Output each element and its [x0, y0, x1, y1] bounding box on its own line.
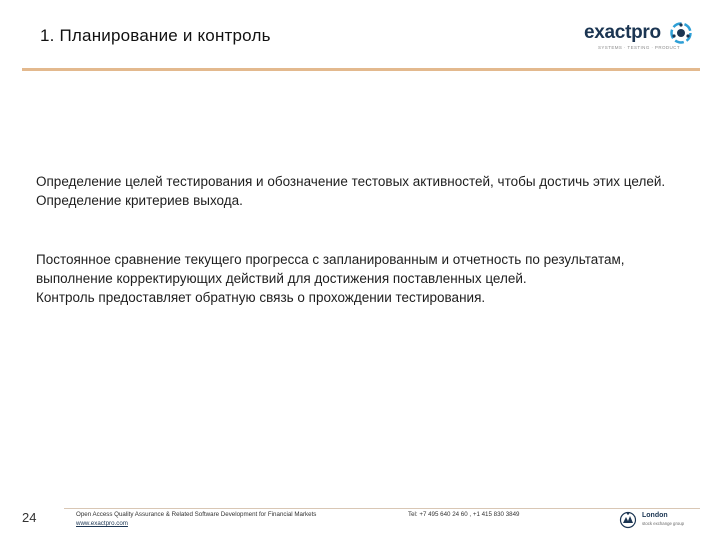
footer-website-link[interactable]: www.exactpro.com — [76, 520, 128, 527]
exactpro-logo-icon — [670, 22, 692, 44]
footer-phones: Tel: +7 495 640 24 60 , +1 415 830 3849 — [408, 511, 520, 518]
logo-tagline: SYSTEMS · TESTING · PRODUCT — [598, 45, 680, 50]
partner-logo-text — [642, 512, 684, 528]
paragraph-goals: Определение целей тестирования и обозначение тестовых активностей, чтобы достичь этих целей. Определение критериев выхода. — [36, 174, 666, 208]
slide-title: 1. Планирование и контроль — [40, 26, 271, 45]
footer-company-line: Open Access Quality Assurance & Related Software Development for Financial Markets — [76, 511, 317, 518]
lse-group-icon — [618, 511, 638, 529]
footer-company-block — [76, 510, 316, 528]
paragraph-control-line-1: Постоянное сравнение текущего прогресса с запланированным и отчетность по результатам, выполнение корректирующих действий для достижения поставленных целей. — [36, 252, 625, 286]
paragraph-control-line-2: Контроль предоставляет обратную связь о прохождении тестирования. — [36, 290, 486, 305]
partner-name: London — [642, 512, 668, 519]
page-number: 24 — [22, 510, 37, 525]
partner-subtitle: stock exchange group — [642, 521, 685, 526]
paragraph-control — [36, 250, 676, 307]
footer-divider — [64, 508, 700, 509]
exactpro-logo — [584, 20, 694, 50]
header-divider — [22, 68, 700, 71]
logo-wordmark: exactpro — [584, 22, 661, 43]
